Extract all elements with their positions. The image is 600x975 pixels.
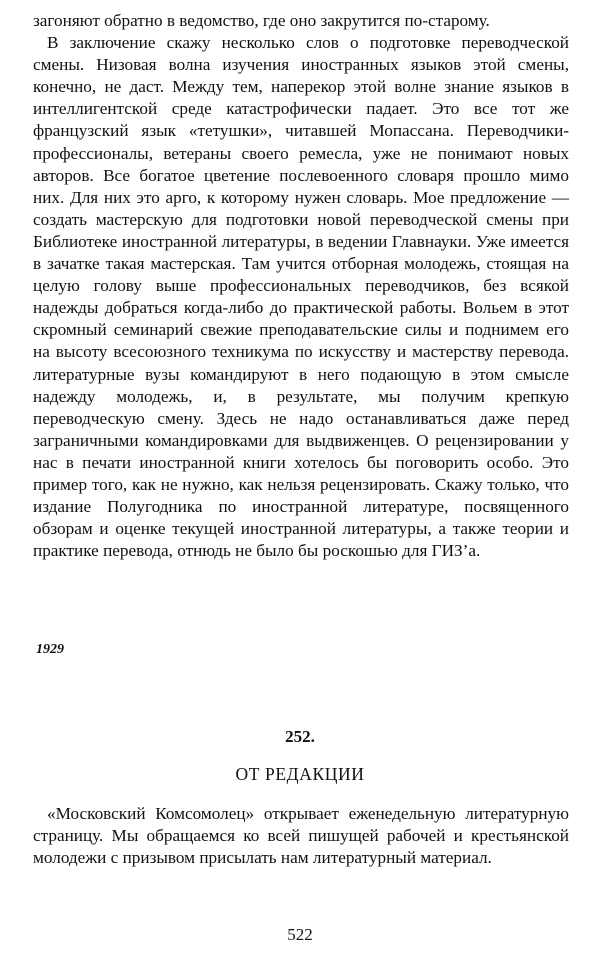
paragraph-editorial: «Московский Комсомолец» открывает еженедельную литературную страницу. Мы обращаемся ко всей пишущей рабочей и крестьянской молодежи с призывом присылать нам литературный материал. bbox=[33, 804, 569, 868]
date-line: 1929 bbox=[36, 642, 64, 657]
paragraph-translators: В заключение скажу несколько слов о подготовке переводческой смены. Низовая волна изучения иностранных языков этой смены, конечно, не даст. Между тем, наперекор этой волне знание языков в интеллигентской среде катастрофически падает. Это все тот же французский язык «тетушки», читавшей Мопассана. Переводчики-профессионалы, ветераны своего ремесла, уже не понимают новых авторов. Все богатое цветение послевоенного словаря прошло мимо них. Для них это арго, к которому нужен словарь. Мое предложение — создать мастерскую для подготовки новой переводческой смены при Библиотеке иностранной литературы, в ведении Главнауки. Уже имеется в зачатке такая мастерская. Там учится отборная молодежь, стоящая на целую голову выше профессиональных переводчиков, без всякой надежды добраться когда-либо до практической работы. Вольем в этот скромный семинарий свежие преподавательские силы и поднимем его на высоту всесоюзного техникума по искусству и мастерству перевода. литературные вузы командируют в него подающую в этом смысле надежду молодежь, и, в результате, мы получим крепкую переводческую смену. Здесь не надо останавливаться даже перед заграничными командировками для выдвиженцев. О рецензировании у нас в печати иностранной книги хотелось бы поговорить особо. Это пример того, как не нужно, как нельзя рецензировать. Скажу только, что издание Полугодника по иностранной литературе, посвященного обзорам и оценке текущей иностранной литературы, а также теории и практике перевода, отнюдь не было бы роскошью для ГИЗ’а. bbox=[33, 33, 569, 561]
main-text bbox=[33, 10, 569, 562]
paragraph-continuation: загоняют обратно в ведомство, где оно закрутится по-старому. bbox=[33, 11, 490, 30]
section-number: 252. bbox=[285, 727, 315, 746]
editorial-text bbox=[33, 803, 569, 869]
section-title: ОТ РЕДАКЦИИ bbox=[235, 764, 365, 784]
page-number: 522 bbox=[287, 925, 313, 944]
